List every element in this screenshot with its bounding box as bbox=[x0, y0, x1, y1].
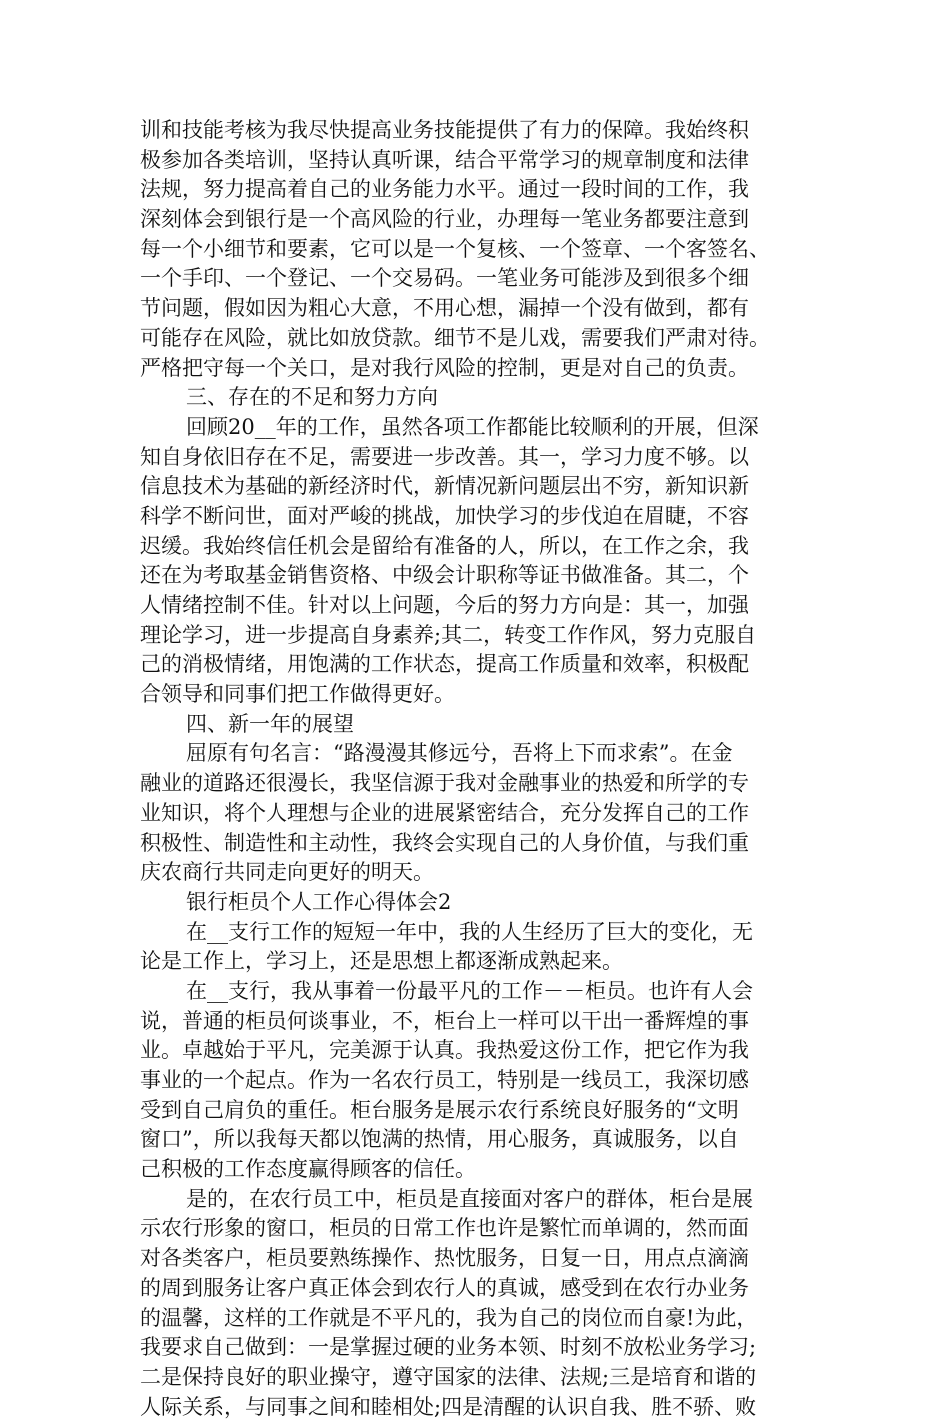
text-line-content: 庆农商行共同走向更好的明天。 bbox=[140, 860, 434, 885]
text-line-content: 回顾20__年的工作，虽然各项工作都能比较顺利的开展，但深 bbox=[186, 414, 759, 439]
text-line bbox=[140, 1185, 830, 1215]
text-line bbox=[140, 769, 830, 799]
text-line bbox=[140, 146, 830, 176]
text-line bbox=[140, 264, 830, 294]
text-line-content: 的温馨，这样的工作就是不平凡的，我为自己的岗位而自豪!为此， bbox=[140, 1305, 758, 1330]
text-line-content: 深刻体会到银行是一个高风险的行业，办理每一笔业务都要注意到 bbox=[140, 207, 749, 232]
text-line bbox=[140, 977, 830, 1007]
text-line-content: 知自身依旧存在不足，需要进一步改善。其一，学习力度不够。以 bbox=[140, 444, 749, 469]
text-line bbox=[140, 1007, 830, 1037]
text-line bbox=[140, 443, 830, 473]
text-line-content: 理论学习，进一步提高自身素养;其二，转变工作作风，努力克服自 bbox=[140, 622, 757, 647]
text-line bbox=[140, 918, 830, 948]
text-line-content: 事业的一个起点。作为一名农行员工，特别是一线员工，我深切感 bbox=[140, 1068, 749, 1092]
text-line-content: 积极性、制造性和主动性，我终会实现自己的人身价值，与我们重 bbox=[140, 830, 749, 855]
text-line bbox=[140, 1363, 830, 1393]
text-line bbox=[140, 354, 830, 384]
text-line bbox=[140, 1066, 830, 1096]
text-line bbox=[140, 1155, 830, 1185]
text-line bbox=[140, 1333, 830, 1363]
text-line bbox=[140, 413, 830, 443]
text-line-content: 业。卓越始于平凡，完美源于认真。我热爱这份工作，把它作为我 bbox=[140, 1038, 749, 1063]
text-line-content: 己积极的工作态度赢得顾客的信任。 bbox=[140, 1157, 476, 1182]
text-line-content: 严格把守每一个关口，是对我行风险的控制，更是对自己的负责。 bbox=[140, 355, 749, 380]
text-line bbox=[140, 680, 830, 710]
text-line-content: 信息技术为基础的新经济时代，新情况新问题层出不穷，新知识新 bbox=[140, 474, 749, 499]
text-line bbox=[140, 1036, 830, 1066]
text-line bbox=[140, 1304, 830, 1334]
text-line-content: 可能存在风险，就比如放贷款。细节不是儿戏，需要我们严肃对待。 bbox=[140, 325, 770, 350]
text-line-content: 训和技能考核为我尽快提高业务技能提供了有力的保障。我始终积 bbox=[140, 118, 749, 142]
text-line-content: 法规，努力提高着自己的业务能力水平。通过一段时间的工作，我 bbox=[140, 177, 749, 202]
text-line-content: 人情绪控制不佳。针对以上问题，今后的努力方向是：其一，加强 bbox=[140, 593, 749, 617]
text-line-content: 节问题，假如因为粗心大意，不用心想，漏掉一个没有做到，都有 bbox=[140, 296, 749, 321]
text-line-content: 还在为考取基金销售资格、中级会计职称等证书做准备。其二，个 bbox=[140, 563, 749, 588]
document-page bbox=[140, 116, 830, 1422]
text-line-content: 论是工作上，学习上，还是思想上都逐渐成熟起来。 bbox=[140, 949, 623, 974]
text-line bbox=[140, 799, 830, 829]
text-line bbox=[140, 1214, 830, 1244]
text-line bbox=[140, 324, 830, 354]
text-line-content: 窗口”，所以我每天都以饱满的热情，用心服务，真诚服务，以自 bbox=[140, 1127, 739, 1152]
text-line-content: 融业的道路还很漫长，我坚信源于我对金融事业的热爱和所学的专 bbox=[140, 771, 749, 796]
text-line bbox=[140, 294, 830, 324]
text-line bbox=[140, 175, 830, 205]
text-line bbox=[140, 947, 830, 977]
text-line bbox=[140, 650, 830, 680]
text-line bbox=[140, 502, 830, 532]
text-line-content: 科学不断问世，面对严峻的挑战，加快学习的步伐迫在眉睫，不容 bbox=[140, 503, 749, 528]
text-line bbox=[140, 1274, 830, 1304]
text-line-content: 说，普通的柜员何谈事业，不，柜台上一样可以干出一番辉煌的事 bbox=[140, 1008, 749, 1033]
text-line bbox=[140, 1125, 830, 1155]
text-line-content: 合领导和同事们把工作做得更好。 bbox=[140, 682, 455, 707]
text-line bbox=[140, 532, 830, 562]
text-line-content: 己的消极情绪，用饱满的工作状态，提高工作质量和效率，积极配 bbox=[140, 652, 749, 677]
text-line-content: 人际关系，与同事之间和睦相处;四是清醒的认识自我、胜不骄、败 bbox=[140, 1394, 757, 1419]
text-line bbox=[140, 858, 830, 888]
text-line-content: 三、存在的不足和努力方向 bbox=[186, 385, 438, 410]
text-line bbox=[140, 621, 830, 651]
text-line-content: 四、新一年的展望 bbox=[186, 711, 354, 736]
text-line-content: 是的，在农行员工中，柜员是直接面对客户的群体，柜台是展 bbox=[186, 1186, 753, 1211]
text-line bbox=[140, 1244, 830, 1274]
text-line-content: 极参加各类培训，坚持认真听课，结合平常学习的规章制度和法律 bbox=[140, 147, 749, 172]
text-line-content: 我要求自己做到：一是掌握过硬的业务本领、时刻不放松业务学习; bbox=[140, 1335, 757, 1360]
text-line bbox=[140, 472, 830, 502]
text-line-content: 在__支行，我从事着一份最平凡的工作－－柜员。也许有人会 bbox=[186, 978, 753, 1003]
text-line-content: 对各类客户，柜员要熟练操作、热忱服务，日复一日，用点点滴滴 bbox=[140, 1246, 749, 1271]
text-line bbox=[140, 888, 830, 918]
text-line bbox=[140, 1393, 830, 1422]
text-line-content: 在__支行工作的短短一年中，我的人生经历了巨大的变化，无 bbox=[186, 919, 753, 944]
text-line bbox=[140, 710, 830, 740]
text-line bbox=[140, 205, 830, 235]
text-line-content: 每一个小细节和要素，它可以是一个复核、一个签章、一个客签名、 bbox=[140, 236, 770, 261]
text-line bbox=[140, 561, 830, 591]
text-line-content: 示农行形象的窗口，柜员的日常工作也许是繁忙而单调的，然而面 bbox=[140, 1216, 749, 1241]
text-line-content: 一个手印、一个登记、一个交易码。一笔业务可能涉及到很多个细 bbox=[140, 266, 749, 291]
text-line bbox=[140, 591, 830, 621]
text-line bbox=[140, 235, 830, 265]
text-line bbox=[140, 829, 830, 859]
text-line-content: 二是保持良好的职业操守，遵守国家的法律、法规;三是培育和谐的 bbox=[140, 1364, 757, 1389]
text-line-content: 受到自己肩负的重任。柜台服务是展示农行系统良好服务的“文明 bbox=[140, 1097, 739, 1122]
text-line-content: 的周到服务让客户真正体会到农行人的真诚，感受到在农行办业务 bbox=[140, 1275, 749, 1300]
text-line-content: 屈原有句名言：“路漫漫其修远兮，吾将上下而求索”。在金 bbox=[186, 741, 733, 766]
text-line-content: 迟缓。我始终信任机会是留给有准备的人，所以，在工作之余，我 bbox=[140, 533, 749, 558]
text-line bbox=[140, 116, 830, 146]
text-line bbox=[140, 383, 830, 413]
text-line-content: 银行柜员个人工作心得体会2 bbox=[186, 889, 452, 914]
text-line bbox=[140, 739, 830, 769]
text-line-content: 业知识，将个人理想与企业的进展紧密结合，充分发挥自己的工作 bbox=[140, 800, 749, 825]
text-line bbox=[140, 1096, 830, 1126]
